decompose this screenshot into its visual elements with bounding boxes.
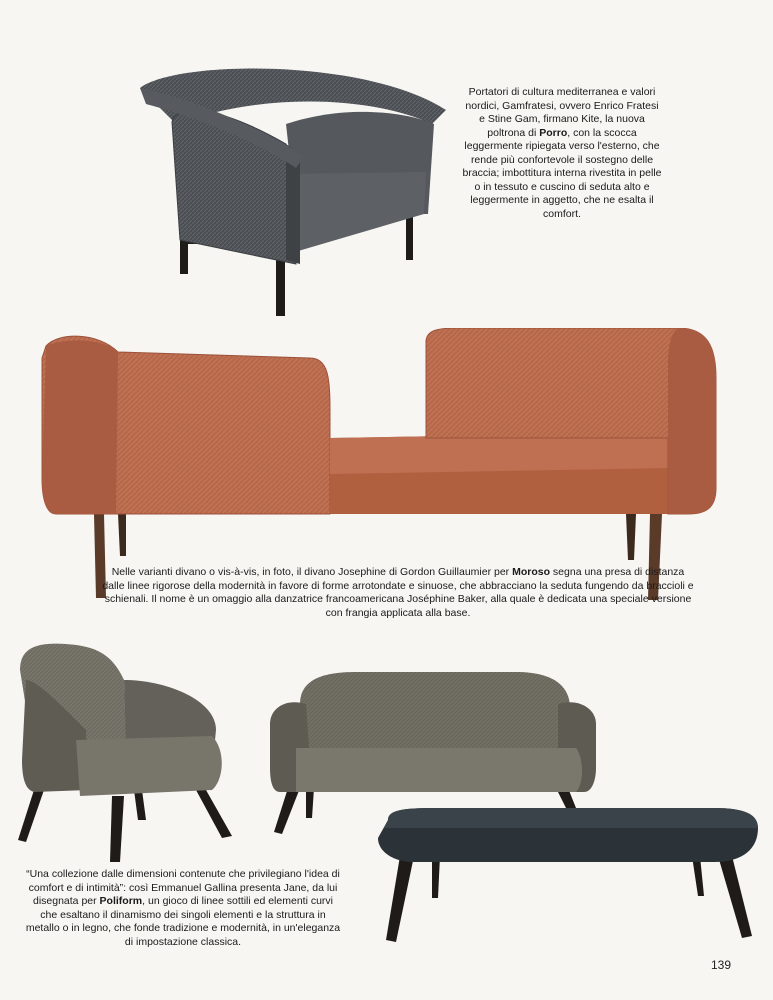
jane-armchair-image bbox=[16, 640, 238, 866]
kite-caption-text-2: , con la scocca leggermente ripiegata verso l'esterno, che rende più confortevole il sostegno delle braccia; imbottitura interna rivestita in pelle o in tessuto e cuscino di seduta alto e leggermente in aggetto, che ne esalta il comfort. bbox=[462, 126, 662, 220]
josephine-caption-text-2: segna una presa di distanza dalle linee rigorose della modernità in favore di forme arrotondate e sinuose, che abbracciano la seduta fungendo da braccioli e schienali. Il nome è un omaggio alla danzatrice francoamericana Joséphine Baker, alla quale è dedicata una speciale versione con frangia applicata alla base. bbox=[102, 566, 694, 619]
kite-caption-text: Portatori di cultura mediterranea e valori nordici, Gamfratesi, ovvero Enrico Fratesi e Stine Gam, firmano Kite, la nuova poltrona di bbox=[465, 86, 659, 139]
jane-caption-text-2: , un gioco di linee sottili ed elementi curvi che esaltano il dinamismo dei singoli elementi e la struttura in metallo o in legno, che fonde tradizione e modernità, in un'eleganza di impostazione classica. bbox=[25, 895, 341, 948]
josephine-sofa-image bbox=[38, 328, 718, 604]
brand-moroso: Moroso bbox=[512, 566, 551, 578]
page-number: 139 bbox=[711, 958, 732, 972]
kite-armchair-image bbox=[136, 64, 452, 320]
jane-caption bbox=[24, 868, 342, 949]
jane-bench-image bbox=[374, 806, 764, 944]
josephine-caption-text: Nelle varianti divano o vis-à-vis, in foto, il divano Josephine di Gordon Guillaumier per bbox=[111, 566, 513, 578]
jane-caption-text: “Una collezione dalle dimensioni contenute che privilegiano l'idea di comfort e di intimità”: così Emmanuel Gallina presenta Jane, da lui disegnata per bbox=[26, 868, 340, 907]
kite-caption bbox=[462, 86, 662, 221]
josephine-caption bbox=[100, 566, 696, 620]
brand-porro: Porro bbox=[539, 126, 568, 139]
brand-poliform: Poliform bbox=[99, 895, 143, 907]
